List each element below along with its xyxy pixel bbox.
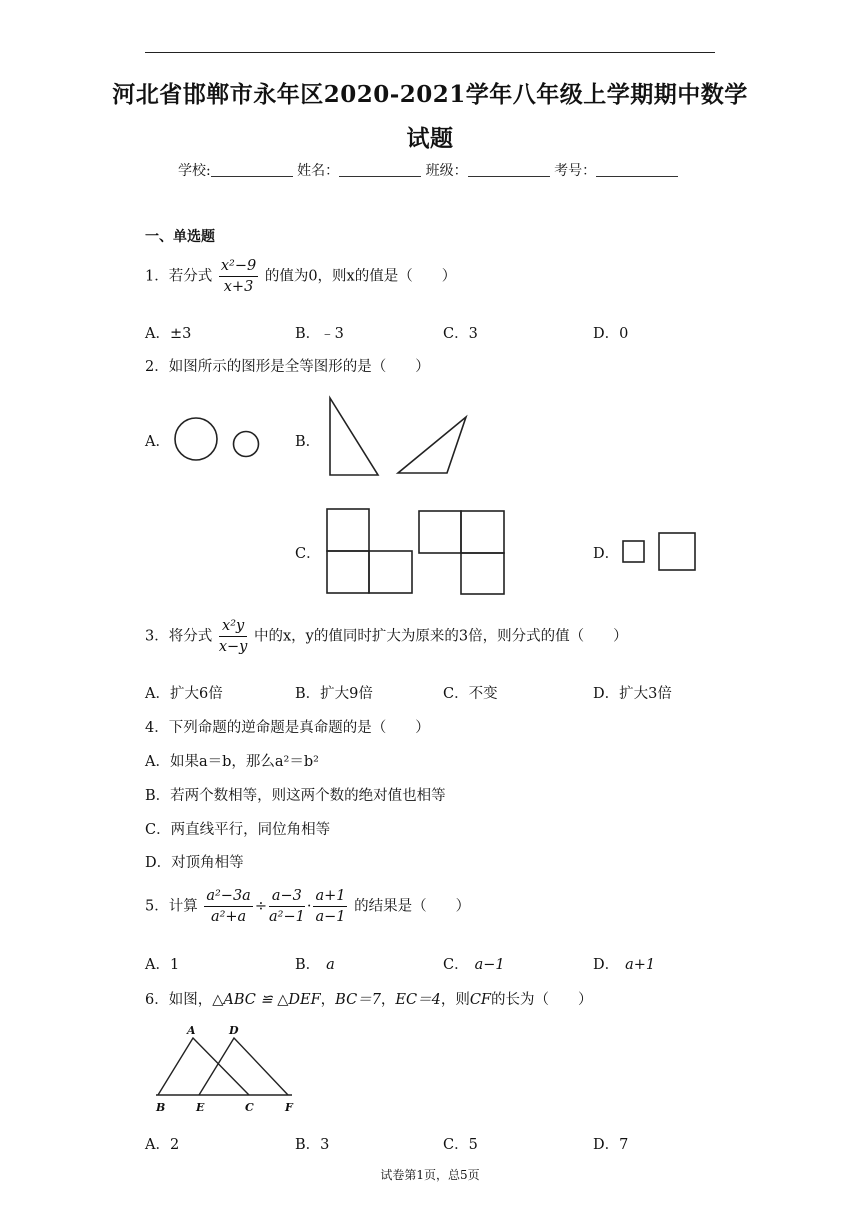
q5-f3-numerator: a+1 [313, 888, 347, 907]
q6-option-b[interactable]: B．3 [295, 1137, 330, 1153]
q1-option-b[interactable]: B．﹣3 [295, 326, 344, 342]
q1-option-a[interactable]: A．±3 [145, 326, 192, 342]
q6-option-d[interactable]: D．7 [593, 1137, 629, 1153]
q3-option-b[interactable]: B．扩大9倍 [295, 686, 373, 702]
q3-option-c[interactable]: C．不变 [443, 686, 498, 702]
q5-option-c-expr: a−1 [474, 957, 505, 973]
q1-option-c[interactable]: C．3 [443, 326, 478, 342]
q5-f1-numerator: a²−3a [204, 888, 252, 907]
q5-option-a[interactable]: A．1 [145, 957, 180, 973]
question-2: 2．如图所示的图形是全等图形的是（ ） [145, 359, 430, 375]
section-heading: 一、单选题 [145, 229, 215, 245]
q1-fraction-numerator: x²−9 [219, 258, 258, 277]
q6-stem-start: 6．如图， [145, 992, 213, 1008]
name-label: 姓名： [297, 163, 340, 179]
q6-label-b: B [156, 1101, 166, 1114]
q3-stem-start: 3．将分式 [145, 628, 213, 645]
q5-option-d-label: D． [593, 957, 620, 973]
q6-stem-end: 的长为（ ） [490, 992, 593, 1008]
q6-label-e: E [196, 1101, 205, 1114]
q2-option-a[interactable]: A． [145, 434, 170, 450]
q6-sep-2: ， [380, 992, 396, 1008]
page-title: 河北省邯郸市永年区2020-2021学年八年级上学期期中数学 [112, 81, 748, 108]
q5-option-b-label: B． [295, 957, 321, 973]
q5-stem-start: 5．计算 [145, 898, 198, 915]
q5-option-d-expr: a+1 [625, 957, 656, 973]
q1-stem-start: 1．若分式 [145, 268, 213, 285]
q6-label-a: A [187, 1024, 196, 1037]
q4-option-c[interactable]: C．两直线平行，同位角相等 [145, 822, 331, 838]
q1-option-d[interactable]: D．0 [593, 326, 629, 342]
exam-no-label: 考号： [554, 163, 597, 179]
q5-option-b-expr: a [326, 957, 335, 973]
q5-stem-end: 的结果是（ ） [354, 898, 471, 915]
q6-stem-mid: ，则 [440, 992, 470, 1008]
q2-option-c[interactable]: C． [295, 546, 321, 562]
question-4: 4．下列命题的逆命题是真命题的是（ ） [145, 720, 430, 736]
q1-stem-end: 的值为0，则x的值是（ ） [264, 268, 457, 285]
q6-label-f: F [285, 1101, 293, 1114]
q5-f1-denominator: a²+a [210, 909, 247, 925]
q5-f2-numerator: a−3 [269, 888, 305, 907]
q6-option-c[interactable]: C．5 [443, 1137, 478, 1153]
q5-f3-denominator: a−1 [315, 909, 346, 925]
q5-divide-sign: ÷ [254, 898, 267, 915]
q5-option-c-label: C． [443, 957, 469, 973]
q3-fraction-numerator: x²y [219, 618, 248, 637]
q4-option-b[interactable]: B．若两个数相等，则这两个数的绝对值也相等 [145, 788, 446, 804]
q6-congruence: △ABC ≌ △DEF [212, 992, 321, 1008]
q6-label-c: C [245, 1101, 254, 1114]
q6-ec-length: EC＝4 [395, 992, 441, 1008]
q6-label-d: D [229, 1024, 239, 1037]
q4-option-a[interactable]: A．如果a＝b，那么a²＝b² [145, 754, 319, 770]
q6-option-a[interactable]: A．2 [145, 1137, 180, 1153]
class-label: 班级： [425, 163, 468, 179]
q3-stem-end: 中的x，y的值同时扩大为原来的3倍，则分式的值（ ） [253, 628, 628, 645]
q6-bc-length: BC＝7 [335, 992, 381, 1008]
q6-triangle-def [199, 1038, 288, 1095]
q2-option-d[interactable]: D． [593, 546, 620, 562]
q2-option-b[interactable]: B． [295, 434, 321, 450]
q4-option-d[interactable]: D．对顶角相等 [145, 855, 244, 871]
page-title-cont: 试题 [406, 125, 454, 152]
q3-fraction-denominator: x−y [218, 639, 248, 655]
q5-f2-denominator: a²−1 [268, 909, 305, 925]
q6-cf: CF [469, 992, 491, 1008]
q6-sep-1: ， [320, 992, 336, 1008]
school-label: 学校: [178, 163, 211, 179]
q5-multiply-sign: · [306, 898, 312, 915]
page-footer: 试卷第1页，总5页 [380, 1168, 480, 1182]
q3-option-d[interactable]: D．扩大3倍 [593, 686, 672, 702]
q3-option-a[interactable]: A．扩大6倍 [145, 686, 223, 702]
q1-fraction-denominator: x+3 [223, 279, 254, 295]
